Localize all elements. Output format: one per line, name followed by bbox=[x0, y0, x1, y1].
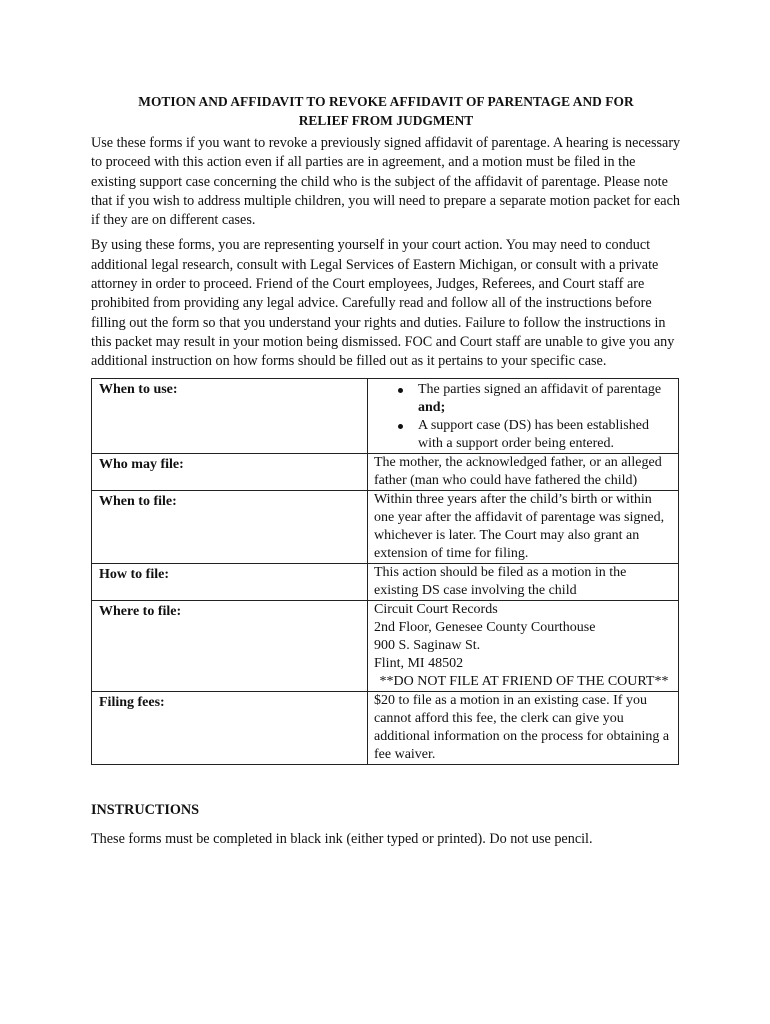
filing-info-table bbox=[91, 378, 679, 765]
table-row-when-to-file bbox=[92, 490, 679, 563]
table-row-filing-fees bbox=[92, 691, 679, 764]
representing-paragraph: By using these forms, you are representing yourself in your court action. You may need to conduct additional legal research, consult with Legal Services of Eastern Michigan, or consult with a private attorney in order to proceed. Friend of the Court employees, Judges, Referees, and Court staff are prohibited from providing any legal advice. Carefully read and follow all of the instructions before filling out the form so that you understand your rights and duties. Failure to follow the instructions in this packet may result in your motion being dismissed. FOC and Court staff are unable to give you any additional instruction on how forms should be filled out as it pertains to your specific case. bbox=[91, 237, 675, 370]
when-to-use-label: When to use: bbox=[92, 378, 368, 453]
when-to-file-label: When to file: bbox=[92, 490, 368, 563]
table-row-how-to-file bbox=[92, 563, 679, 600]
when-to-file-value: Within three years after the child’s birth or within one year after the affidavit of parentage was signed, whichever is later. The Court may also grant an extension of time for filing. bbox=[368, 490, 679, 563]
title-line-1: MOTION AND AFFIDAVIT TO REVOKE AFFIDAVIT OF PARENTAGE AND FOR bbox=[138, 94, 634, 109]
bullet-text: The parties signed an affidavit of parentage bbox=[418, 381, 662, 397]
table-row-where-to-file bbox=[92, 600, 679, 691]
filing-fees-value: $20 to file as a motion in an existing case. If you cannot afford this fee, the clerk can give you additional information on the process for obtaining a fee waiver. bbox=[368, 691, 679, 764]
list-item bbox=[418, 381, 674, 417]
document-title bbox=[91, 92, 681, 130]
document-page bbox=[91, 92, 681, 849]
address-line-4: Flint, MI 48502 bbox=[374, 655, 464, 671]
who-may-file-value: The mother, the acknowledged father, or an alleged father (man who could have fathered the child) bbox=[368, 453, 679, 490]
address-line-2: 2nd Floor, Genesee County Courthouse bbox=[374, 619, 596, 635]
where-to-file-value bbox=[368, 600, 679, 691]
intro-paragraph: Use these forms if you want to revoke a previously signed affidavit of parentage. A hearing is necessary to proceed with this action even if all parties are in agreement, and a motion must be filed in the existing support case concerning the child who is the subject of the affidavit of parentage. Please note that if you wish to address multiple children, you will need to prepare a separate motion packet for each if they are on different cases. bbox=[91, 135, 681, 229]
address-line-1: Circuit Court Records bbox=[374, 601, 498, 617]
who-may-file-label: Who may file: bbox=[92, 453, 368, 490]
bullet-bold-text: and; bbox=[418, 399, 446, 415]
table-row-who-may-file bbox=[92, 453, 679, 490]
when-to-use-value bbox=[368, 378, 679, 453]
do-not-file-warning: **DO NOT FILE AT FRIEND OF THE COURT** bbox=[379, 673, 669, 689]
table-row-when-to-use bbox=[92, 378, 679, 453]
title-line-2: RELIEF FROM JUDGMENT bbox=[298, 113, 474, 128]
how-to-file-value: This action should be filed as a motion in the existing DS case involving the child bbox=[368, 563, 679, 600]
instructions-text: These forms must be completed in black ink (either typed or printed). Do not use pencil. bbox=[91, 830, 593, 847]
list-item: A support case (DS) has been established with a support order being entered. bbox=[418, 417, 674, 453]
filing-fees-label: Filing fees: bbox=[92, 691, 368, 764]
where-to-file-label: Where to file: bbox=[92, 600, 368, 691]
how-to-file-label: How to file: bbox=[92, 563, 368, 600]
instructions-heading: INSTRUCTIONS bbox=[91, 801, 200, 818]
when-to-use-list bbox=[374, 381, 674, 453]
address-line-3: 900 S. Saginaw St. bbox=[374, 637, 481, 653]
